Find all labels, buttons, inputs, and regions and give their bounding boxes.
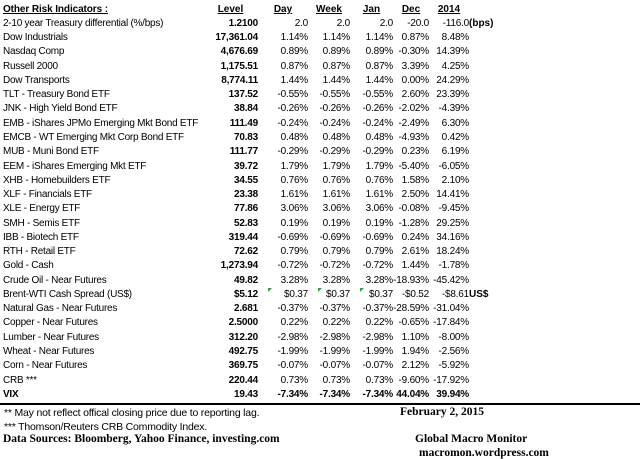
- cell-week: 0.19%: [322, 217, 350, 229]
- cell-label: Natural Gas - Near Futures: [3, 303, 118, 315]
- cell-day: 1.14%: [280, 32, 308, 44]
- cell-label: Copper - Near Futures: [3, 317, 98, 329]
- col-header-dec: Dec: [401, 3, 421, 15]
- cell-label: XLF - Financials ETF: [3, 189, 92, 201]
- cell-note: [469, 130, 519, 144]
- cell-dec: 0.00%: [401, 74, 429, 86]
- cell-dec: -18.93%: [393, 274, 429, 286]
- cell-jan: 0.22%: [365, 317, 393, 329]
- cell-jan: -0.26%: [362, 103, 393, 115]
- table-row: [3, 145, 519, 159]
- cell-week: -0.55%: [319, 89, 350, 101]
- col-header-note-spacer: [469, 2, 519, 16]
- cell-jan: -0.29%: [362, 146, 393, 158]
- cell-week: -2.98%: [319, 331, 350, 343]
- cell-level: 34.55: [233, 174, 258, 186]
- cell-note: [469, 202, 519, 216]
- cell-label: IBB - Biotech ETF: [3, 231, 79, 243]
- cell-label: EMCB - WT Emerging Mkt Corp Bond ETF: [3, 132, 184, 144]
- cell-level: 111.77: [229, 146, 258, 158]
- cell-note: [469, 31, 519, 45]
- cell-week: $0.37: [308, 287, 350, 301]
- cell-dec: 2.60%: [401, 89, 429, 101]
- cell-jan: 3.28%: [365, 274, 393, 286]
- cell-y2014: 23.39%: [436, 89, 469, 101]
- cell-y2014: -17.92%: [433, 374, 469, 386]
- cell-day: -0.07%: [277, 360, 308, 372]
- cell-week: -0.69%: [319, 231, 350, 243]
- cell-label: Wheat - Near Futures: [3, 346, 95, 357]
- cell-jan: 0.73%: [365, 374, 393, 386]
- cell-note: [469, 373, 519, 387]
- cell-day: -0.55%: [277, 89, 308, 101]
- col-header-week: Week: [316, 3, 342, 15]
- cell-note: [469, 73, 519, 87]
- table-row: [3, 202, 519, 216]
- cell-day: 3.06%: [280, 203, 308, 215]
- table-row: [3, 230, 519, 244]
- cell-jan: 0.87%: [365, 60, 393, 72]
- cell-day: -0.24%: [277, 117, 308, 129]
- brand-name: Global Macro Monitor: [415, 433, 528, 445]
- table-row: [3, 216, 519, 230]
- table-row: [3, 31, 519, 45]
- cell-week: -0.72%: [319, 260, 350, 272]
- cell-label: VIX: [3, 388, 19, 400]
- cell-note: [469, 245, 519, 259]
- cell-jan: 1.14%: [365, 32, 393, 44]
- cell-dec: -2.49%: [398, 117, 429, 129]
- cell-label: Dow Industrials: [3, 32, 68, 44]
- cell-week: -0.24%: [319, 117, 350, 129]
- cell-y2014: -17.84%: [433, 317, 469, 329]
- cell-week: -1.99%: [319, 346, 350, 357]
- table-row: [3, 173, 519, 187]
- cell-dec: 1.58%: [401, 174, 429, 186]
- cell-jan: -0.55%: [362, 89, 393, 101]
- cell-level: 1,273.94: [220, 260, 258, 272]
- cell-y2014: -4.39%: [438, 103, 469, 115]
- cell-note: [469, 330, 519, 344]
- cell-y2014: 14.41%: [436, 189, 469, 201]
- table-row: [3, 73, 519, 87]
- cell-level: 4,676.69: [220, 46, 258, 58]
- cell-jan: 0.89%: [365, 46, 393, 58]
- cell-dec: 1.44%: [401, 260, 429, 272]
- cell-dec: -0.08%: [398, 203, 429, 215]
- cell-label: 2-10 year Treasury differential (%/bps): [3, 17, 164, 29]
- cell-y2014: -8.00%: [438, 331, 469, 343]
- cell-day: 1.44%: [280, 74, 308, 86]
- footnote-crb-index: *** Thomson/Reuters CRB Commodity Index.: [4, 421, 208, 433]
- table-row: [3, 316, 519, 330]
- cell-y2014: -1.78%: [438, 260, 469, 272]
- cell-jan: -1.99%: [362, 346, 393, 357]
- cell-jan: -7.34%: [362, 388, 393, 400]
- cell-level: 49.82: [233, 274, 258, 286]
- cell-week: 0.89%: [322, 46, 350, 58]
- cell-label: TLT - Treasury Bond ETF: [3, 89, 110, 101]
- cell-day: 1.79%: [280, 160, 308, 172]
- table-row: [3, 302, 519, 316]
- table-row: [3, 259, 519, 273]
- cell-y2014: -45.42%: [433, 274, 469, 286]
- table-row: [3, 387, 519, 401]
- cell-day: 1.61%: [280, 189, 308, 201]
- cell-week: 1.79%: [322, 160, 350, 172]
- table-row: [3, 245, 519, 259]
- cell-day: $0.37: [258, 287, 308, 301]
- cell-note: [469, 116, 519, 130]
- cell-level: $5.12: [233, 288, 258, 300]
- cell-jan: 1.79%: [365, 160, 393, 172]
- cell-label: CRB ***: [3, 374, 37, 386]
- cell-week: 1.14%: [322, 32, 350, 44]
- cell-day: 2.0: [294, 17, 308, 29]
- table-row: [3, 16, 519, 30]
- cell-week: 0.76%: [322, 174, 350, 186]
- table-row: [3, 273, 519, 287]
- cell-y2014: 6.19%: [441, 146, 469, 158]
- cell-level: 1.2100: [228, 17, 258, 29]
- cell-label: SMH - Semis ETF: [3, 217, 80, 229]
- cell-day: 0.73%: [280, 374, 308, 386]
- cell-day: 0.48%: [280, 132, 308, 144]
- cell-week: -0.26%: [319, 103, 350, 115]
- cell-jan: 0.79%: [365, 246, 393, 258]
- table-row: [3, 130, 519, 144]
- cell-week: 0.79%: [322, 246, 350, 258]
- table-row: [3, 330, 519, 344]
- cell-day: -0.29%: [277, 146, 308, 158]
- table-row: [3, 88, 519, 102]
- cell-note: [469, 259, 519, 273]
- cell-note: [469, 145, 519, 159]
- cell-jan: -0.72%: [362, 260, 393, 272]
- cell-level: 137.52: [228, 89, 258, 101]
- cell-level: 77.86: [233, 203, 258, 215]
- cell-dec: 0.24%: [401, 231, 429, 243]
- cell-label: Lumber - Near Futures: [3, 331, 99, 343]
- cell-week: 1.44%: [322, 74, 350, 86]
- table-row: [3, 359, 519, 373]
- cell-label: EEM - iShares Emerging Mkt ETF: [3, 160, 147, 172]
- cell-level: 492.75: [228, 346, 258, 357]
- cell-level: 2.681: [233, 303, 258, 315]
- table-row: [3, 45, 519, 59]
- cell-day: -2.98%: [277, 331, 308, 343]
- cell-y2014: 0.42%: [441, 132, 469, 144]
- cell-dec: -2.02%: [398, 103, 429, 115]
- cell-note: [469, 59, 519, 73]
- cell-dec: 3.39%: [401, 60, 429, 72]
- cell-level: 2.5000: [228, 317, 258, 329]
- cell-jan: 1.44%: [365, 74, 393, 86]
- cell-note: [469, 316, 519, 330]
- cell-day: -0.37%: [277, 303, 308, 315]
- cell-day: 0.76%: [280, 174, 308, 186]
- cell-y2014: 2.10%: [441, 174, 469, 186]
- cell-level: 52.83: [233, 217, 258, 229]
- cell-label: Dow Transports: [3, 74, 70, 86]
- cell-note: [469, 302, 519, 316]
- cell-day: 0.87%: [280, 60, 308, 72]
- cell-dec: -28.59%: [393, 303, 429, 315]
- cell-dec: -1.28%: [398, 217, 429, 229]
- cell-label: Corn - Near Futures: [3, 360, 88, 372]
- cell-day: 0.79%: [280, 246, 308, 258]
- cell-dec: -0.65%: [398, 317, 429, 329]
- cell-note: [469, 102, 519, 116]
- cell-y2014: 29.25%: [436, 217, 469, 229]
- cell-level: 1,175.51: [220, 60, 258, 72]
- cell-note: [469, 216, 519, 230]
- cell-flag-icon: [268, 288, 272, 292]
- cell-day: -0.69%: [277, 231, 308, 243]
- cell-label: XLE - Energy ETF: [3, 203, 81, 215]
- cell-note: [469, 344, 519, 358]
- cell-y2014: -6.05%: [438, 160, 469, 172]
- cell-note: US$: [469, 288, 489, 300]
- cell-jan: -0.24%: [362, 117, 393, 129]
- cell-jan: $0.37: [350, 287, 393, 301]
- cell-y2014: -9.45%: [438, 203, 469, 215]
- col-header-day: Day: [273, 3, 293, 15]
- cell-y2014: 18.24%: [436, 246, 469, 258]
- cell-week: -0.37%: [319, 303, 350, 315]
- cell-note: [469, 273, 519, 287]
- cell-jan: 0.48%: [365, 132, 393, 144]
- cell-level: 72.62: [233, 246, 258, 258]
- footer-divider: [0, 403, 640, 405]
- cell-dec: -5.40%: [398, 160, 429, 172]
- cell-level: 369.75: [228, 360, 258, 372]
- cell-flag-icon: [318, 288, 322, 292]
- cell-day: -7.34%: [277, 388, 308, 400]
- table-header-row: [3, 2, 519, 16]
- cell-dec: 2.61%: [401, 246, 429, 258]
- cell-week: 0.73%: [322, 374, 350, 386]
- cell-dec: 2.12%: [401, 360, 429, 372]
- cell-week: 0.87%: [322, 60, 350, 72]
- cell-dec: 0.87%: [401, 32, 429, 44]
- table-title: Other Risk Indicators :: [3, 3, 108, 15]
- cell-dec: -20.0: [407, 17, 429, 29]
- cell-jan: -0.69%: [362, 231, 393, 243]
- cell-label: Gold - Cash: [3, 260, 54, 272]
- cell-week: -0.29%: [319, 146, 350, 158]
- cell-note: [469, 45, 519, 59]
- cell-jan: -0.07%: [362, 360, 393, 372]
- cell-dec: 44.04%: [396, 388, 429, 400]
- table-row: [3, 373, 519, 387]
- cell-jan: 2.0: [379, 17, 393, 29]
- cell-level: 19.43: [233, 388, 258, 400]
- cell-level: 8,774.11: [221, 74, 258, 86]
- cell-level: 17,361.04: [215, 32, 258, 44]
- cell-note: [469, 159, 519, 173]
- cell-week: 2.0: [336, 17, 350, 29]
- cell-label: Brent-WTI Cash Spread (US$): [3, 288, 132, 300]
- cell-y2014: 14.39%: [436, 46, 469, 58]
- cell-label: MUB - Muni Bond ETF: [3, 146, 99, 158]
- cell-y2014: -116.0: [442, 17, 469, 29]
- cell-y2014: -$8.61: [441, 288, 469, 300]
- cell-week: -0.07%: [319, 360, 350, 372]
- col-header-level: Level: [217, 3, 244, 15]
- cell-dec: -9.60%: [398, 374, 429, 386]
- cell-dec: -$0.52: [401, 288, 429, 300]
- cell-y2014: 4.25%: [441, 60, 469, 72]
- cell-level: 70.83: [233, 132, 258, 144]
- table-row: [3, 344, 519, 358]
- footnote-reporting-lag: ** May not reflect offical closing price due to reporting lag.: [4, 407, 260, 419]
- risk-indicators-table: [3, 2, 519, 401]
- cell-note: [469, 187, 519, 201]
- cell-level: 38.84: [233, 103, 258, 115]
- table-row: [3, 287, 519, 301]
- cell-level: 220.44: [228, 374, 258, 386]
- cell-label: Russell 2000: [3, 60, 58, 72]
- cell-dec: -4.93%: [398, 132, 429, 144]
- cell-note: [469, 387, 519, 401]
- cell-y2014: -31.04%: [433, 303, 469, 315]
- cell-label: Nasdaq Comp: [3, 46, 65, 58]
- cell-note: [469, 88, 519, 102]
- table-row: [3, 187, 519, 201]
- cell-note: [469, 230, 519, 244]
- cell-flag-icon: [360, 288, 364, 292]
- cell-level: 39.72: [233, 160, 258, 172]
- table-row: [3, 59, 519, 73]
- cell-day: -0.72%: [277, 260, 308, 272]
- cell-jan: 3.06%: [365, 203, 393, 215]
- cell-label: Crude Oil - Near Futures: [3, 274, 107, 286]
- brand-url: macromon.wordpress.com: [419, 447, 549, 459]
- cell-label: JNK - High Yield Bond ETF: [3, 103, 118, 115]
- cell-day: 0.89%: [280, 46, 308, 58]
- cell-jan: -0.37%: [362, 303, 393, 315]
- cell-y2014: 39.94%: [436, 388, 469, 400]
- cell-dec: -0.30%: [398, 46, 429, 58]
- cell-day: -1.99%: [277, 346, 308, 357]
- cell-week: 1.61%: [322, 189, 350, 201]
- data-sources-line: Data Sources: Bloomberg, Yahoo Finance, investing.com: [3, 433, 280, 445]
- cell-y2014: 34.16%: [436, 231, 469, 243]
- col-header-2014: 2014: [437, 3, 461, 15]
- cell-level: 111.49: [229, 117, 258, 129]
- cell-week: -7.34%: [319, 388, 350, 400]
- cell-note: (bps): [469, 17, 494, 29]
- cell-y2014: -5.92%: [438, 360, 469, 372]
- cell-jan: 0.76%: [365, 174, 393, 186]
- cell-label: RTH - Retail ETF: [3, 246, 76, 258]
- cell-note: [469, 359, 519, 373]
- cell-y2014: -2.56%: [438, 346, 469, 357]
- cell-week: 3.28%: [322, 274, 350, 286]
- cell-day: 0.22%: [280, 317, 308, 329]
- col-header-jan: Jan: [362, 3, 381, 15]
- table-body: [3, 16, 519, 401]
- cell-week: 0.48%: [322, 132, 350, 144]
- cell-week: 0.22%: [322, 317, 350, 329]
- cell-jan: 1.61%: [365, 189, 393, 201]
- cell-label: EMB - iShares JPMo Emerging Mkt Bond ETF: [3, 117, 199, 129]
- table-row: [3, 159, 519, 173]
- cell-dec: 1.10%: [401, 331, 429, 343]
- cell-y2014: 6.30%: [441, 117, 469, 129]
- cell-level: 312.20: [228, 331, 258, 343]
- report-date: February 2, 2015: [400, 406, 485, 418]
- cell-label: XHB - Homebuilders ETF: [3, 174, 111, 186]
- cell-dec: 0.23%: [401, 146, 429, 158]
- cell-day: 3.28%: [280, 274, 308, 286]
- cell-dec: 1.94%: [401, 346, 429, 357]
- cell-week: 3.06%: [322, 203, 350, 215]
- cell-y2014: 8.48%: [441, 32, 469, 44]
- cell-level: 23.38: [233, 189, 258, 201]
- cell-y2014: 24.29%: [436, 74, 469, 86]
- cell-day: 0.19%: [280, 217, 308, 229]
- cell-dec: 2.50%: [401, 189, 429, 201]
- table-row: [3, 102, 519, 116]
- cell-jan: 0.19%: [365, 217, 393, 229]
- cell-jan: -2.98%: [362, 331, 393, 343]
- cell-day: -0.26%: [277, 103, 308, 115]
- cell-note: [469, 173, 519, 187]
- table-row: [3, 116, 519, 130]
- cell-level: 319.44: [228, 231, 258, 243]
